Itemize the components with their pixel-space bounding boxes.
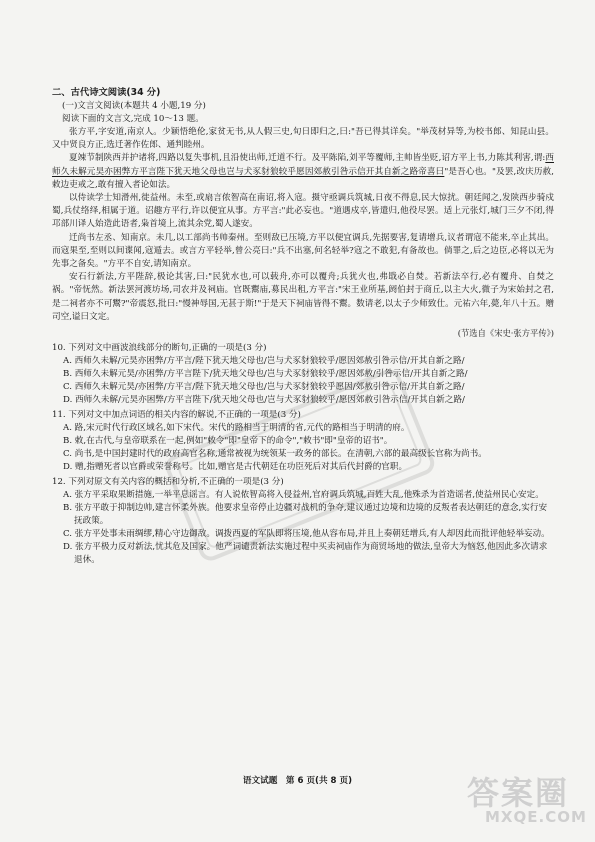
section-title: 二、古代诗文阅读(34 分) xyxy=(52,87,161,98)
passage-paragraph-3: 以侍读学士知滑州,徙益州。未至,或扇言侬智高在南诏,将入寇。摄守亟调兵筑城,日夜不得息,民大惊扰。朝廷闻之,发陕西步骑戍蜀,兵仗络绎,相属于道。诏趣方平行,许以便宜从事。方平言:"此必妄也。"道遇戍卒,皆遣归,他役尽罢。适上元张灯,城门三夕不闭,得邛部川译人始造此语者,枭首境上,流其余党,蜀人遂安。 xyxy=(52,193,554,230)
option-d: D. 张方平极力反对新法,忧其危及国家。他严词谴责新法实施过程中买卖祠庙作为商贸场地的做法,皇帝大为恼怒,他因此多次请求退休。 xyxy=(63,542,548,566)
wavy-underlined-sentence: 西师久未解元昊亦困弊方平言陛下犹天地父母也岂与犬豕豺狼较乎愿因郊赦引咎示信开其自新之路帝喜曰 xyxy=(52,153,554,177)
watermark-logo-text: 答案圈 xyxy=(467,774,570,812)
passage-paragraph-2-lead: 夏竦节制陕西并护诸将,四路以复失事机,且沿使出师,迁道不行。及平陈陷,刘平等覆师,主帅皆坐贬,诏方平上书,力陈其利害,谓: xyxy=(69,153,546,164)
question-stem: 12. 下列对原文有关内容的概括和分析,不正确的一项是(3 分) xyxy=(52,477,284,488)
question-stem: 11. 下列对文中加点词语的相关内容的解说,不正确的一项是(3 分) xyxy=(52,410,301,421)
option-c: C. 西师久未解元昊/亦困弊/方平言/陛下犹天地父母也/岂与犬豕豺狼较乎愿因/郊赦引咎示信/开其自新之路/ xyxy=(63,382,465,393)
passage-paragraph-2-tail: "是吾心也。"及罢,改庆历赦,敕边吏戒之,敢有擅入者论如法。 xyxy=(52,166,554,190)
watermark-logo-url: MXQE.COM xyxy=(485,808,587,826)
question-10 xyxy=(52,342,554,407)
passage-source: (节选自《宋史·张方平传》) xyxy=(457,328,554,339)
option-d: D. 赠,指赠死者以官爵或荣誉称号。比如,赠官是古代朝廷在功臣死后对其后代封爵的官职。 xyxy=(63,462,408,473)
instruction: 阅读下面的文言文,完成 10～13 题。 xyxy=(62,114,204,124)
watermark-logo xyxy=(467,768,587,828)
option-a: A. 张方平采取果断措施,一举平息谣言。有人说侬智高将入侵益州,官府调兵筑城,百姓大乱,他殊杀为首造谣者,使益州民心安定。 xyxy=(63,490,544,501)
passage-paragraph-1: 张方平,字安道,南京人。少颖悟绝伦,家贫无书,从人假三史,旬日即归之,曰:"吾已得其详矣。"举茂材异等,为校书郎、知昆山县。又中贤良方正,选迁著作佐郎、通判睦州。 xyxy=(52,127,554,151)
page-footer: 语文试题 第 6 页(共 8 页) xyxy=(242,776,353,786)
option-a: A. 路,宋元时代行政区域名,如下宋代。宋代的路相当于明清的省,元代的路相当于明清的府。 xyxy=(63,423,410,434)
option-b: B. 张方平敢于抑制边帅,建言怀柔外族。他要求皇帝停止边疆对战机的争夺,建议通过边境和边境的反叛者表达朝廷的意念,实行安抚政策。 xyxy=(63,503,548,527)
passage-paragraph-2 xyxy=(52,152,554,192)
option-b: B. 西师久未解元昊/亦困弊/方平言陛下/犹天地父母也/岂与犬豕豺狼较乎/愿因郊赦/引咎示信/开其自新之路/ xyxy=(63,369,468,380)
option-c: C. 张方平处事未雨绸缪,精心守边御敌。调拨西夏的军队即将压境,他从容布局,并且上奏朝廷增兵,有人却因此而批评他轻举妄动。 xyxy=(63,529,550,540)
option-a: A. 西师久未解/元昊亦困弊/方平言/陛下犹天地父母也/岂与犬豕豺狼较乎/愿因郊赦引咎示信/开其自新之路/ xyxy=(63,356,465,367)
section-subtitle: (一)文言文阅读(本题共 4 小题,19 分) xyxy=(62,101,206,111)
question-stem: 10. 下列对文中画波浪线部分的断句,正确的一项是(3 分) xyxy=(52,343,267,354)
passage-paragraph-4: 迁尚书左丞、知南京。未几,以工部尚书帅秦州。至则敌已压境,方平以便宜调兵,先据要害,复请增兵,议者谓寇不能来,卒止其出。而寇果至,至则以间谍闻,寇遁去。或言方平轻举,曾公亮曰:"兵不出塞,何名轻举?寇之不敢犯,有备故也。倘罪之,后之边臣,必将以无为先事之备矣。"方平不自安,请知南京。 xyxy=(52,232,554,270)
option-d: D. 西师久未解/元昊亦困弊/方平言陛下/犹天地父母也/岂与犬豕豺狼较乎/愿因郊赦引咎示信/开其自新之路/ xyxy=(63,395,465,406)
option-c: C. 尚书,是中国封建时代的政府高官名称,通常被视为统领某一政务的部长。在清朝,六部的最高级长官称为尚书。 xyxy=(63,449,487,460)
option-b: B. 敕,在古代,与皇帝联系在一起,例如"敕令"即"皇帝下的命令","敕书"即"皇帝的诏书"。 xyxy=(63,436,393,447)
passage-paragraph-5: 安石行新法,方平陛辞,极论其害,曰:"民犹水也,可以载舟,亦可以覆舟;兵犹火也,弗戢必自焚。若新法卒行,必有覆舟、自焚之祸。"帝怃然。新法罢河渡坊场,司农并及祠庙。官既鬻庙,募民出租,方平言:"宋王业所基,阏伯封于商丘,以主大火,微子为宋始封之君,是二祠者亦不可鬻?"帝震怒,批曰:"慢神辱国,无甚于斯!"于是天下祠庙皆得不鬻。数请老,以太子少师致仕。元祐六年,薨,年八十五。赠司空,谥曰文定。 xyxy=(52,272,554,322)
